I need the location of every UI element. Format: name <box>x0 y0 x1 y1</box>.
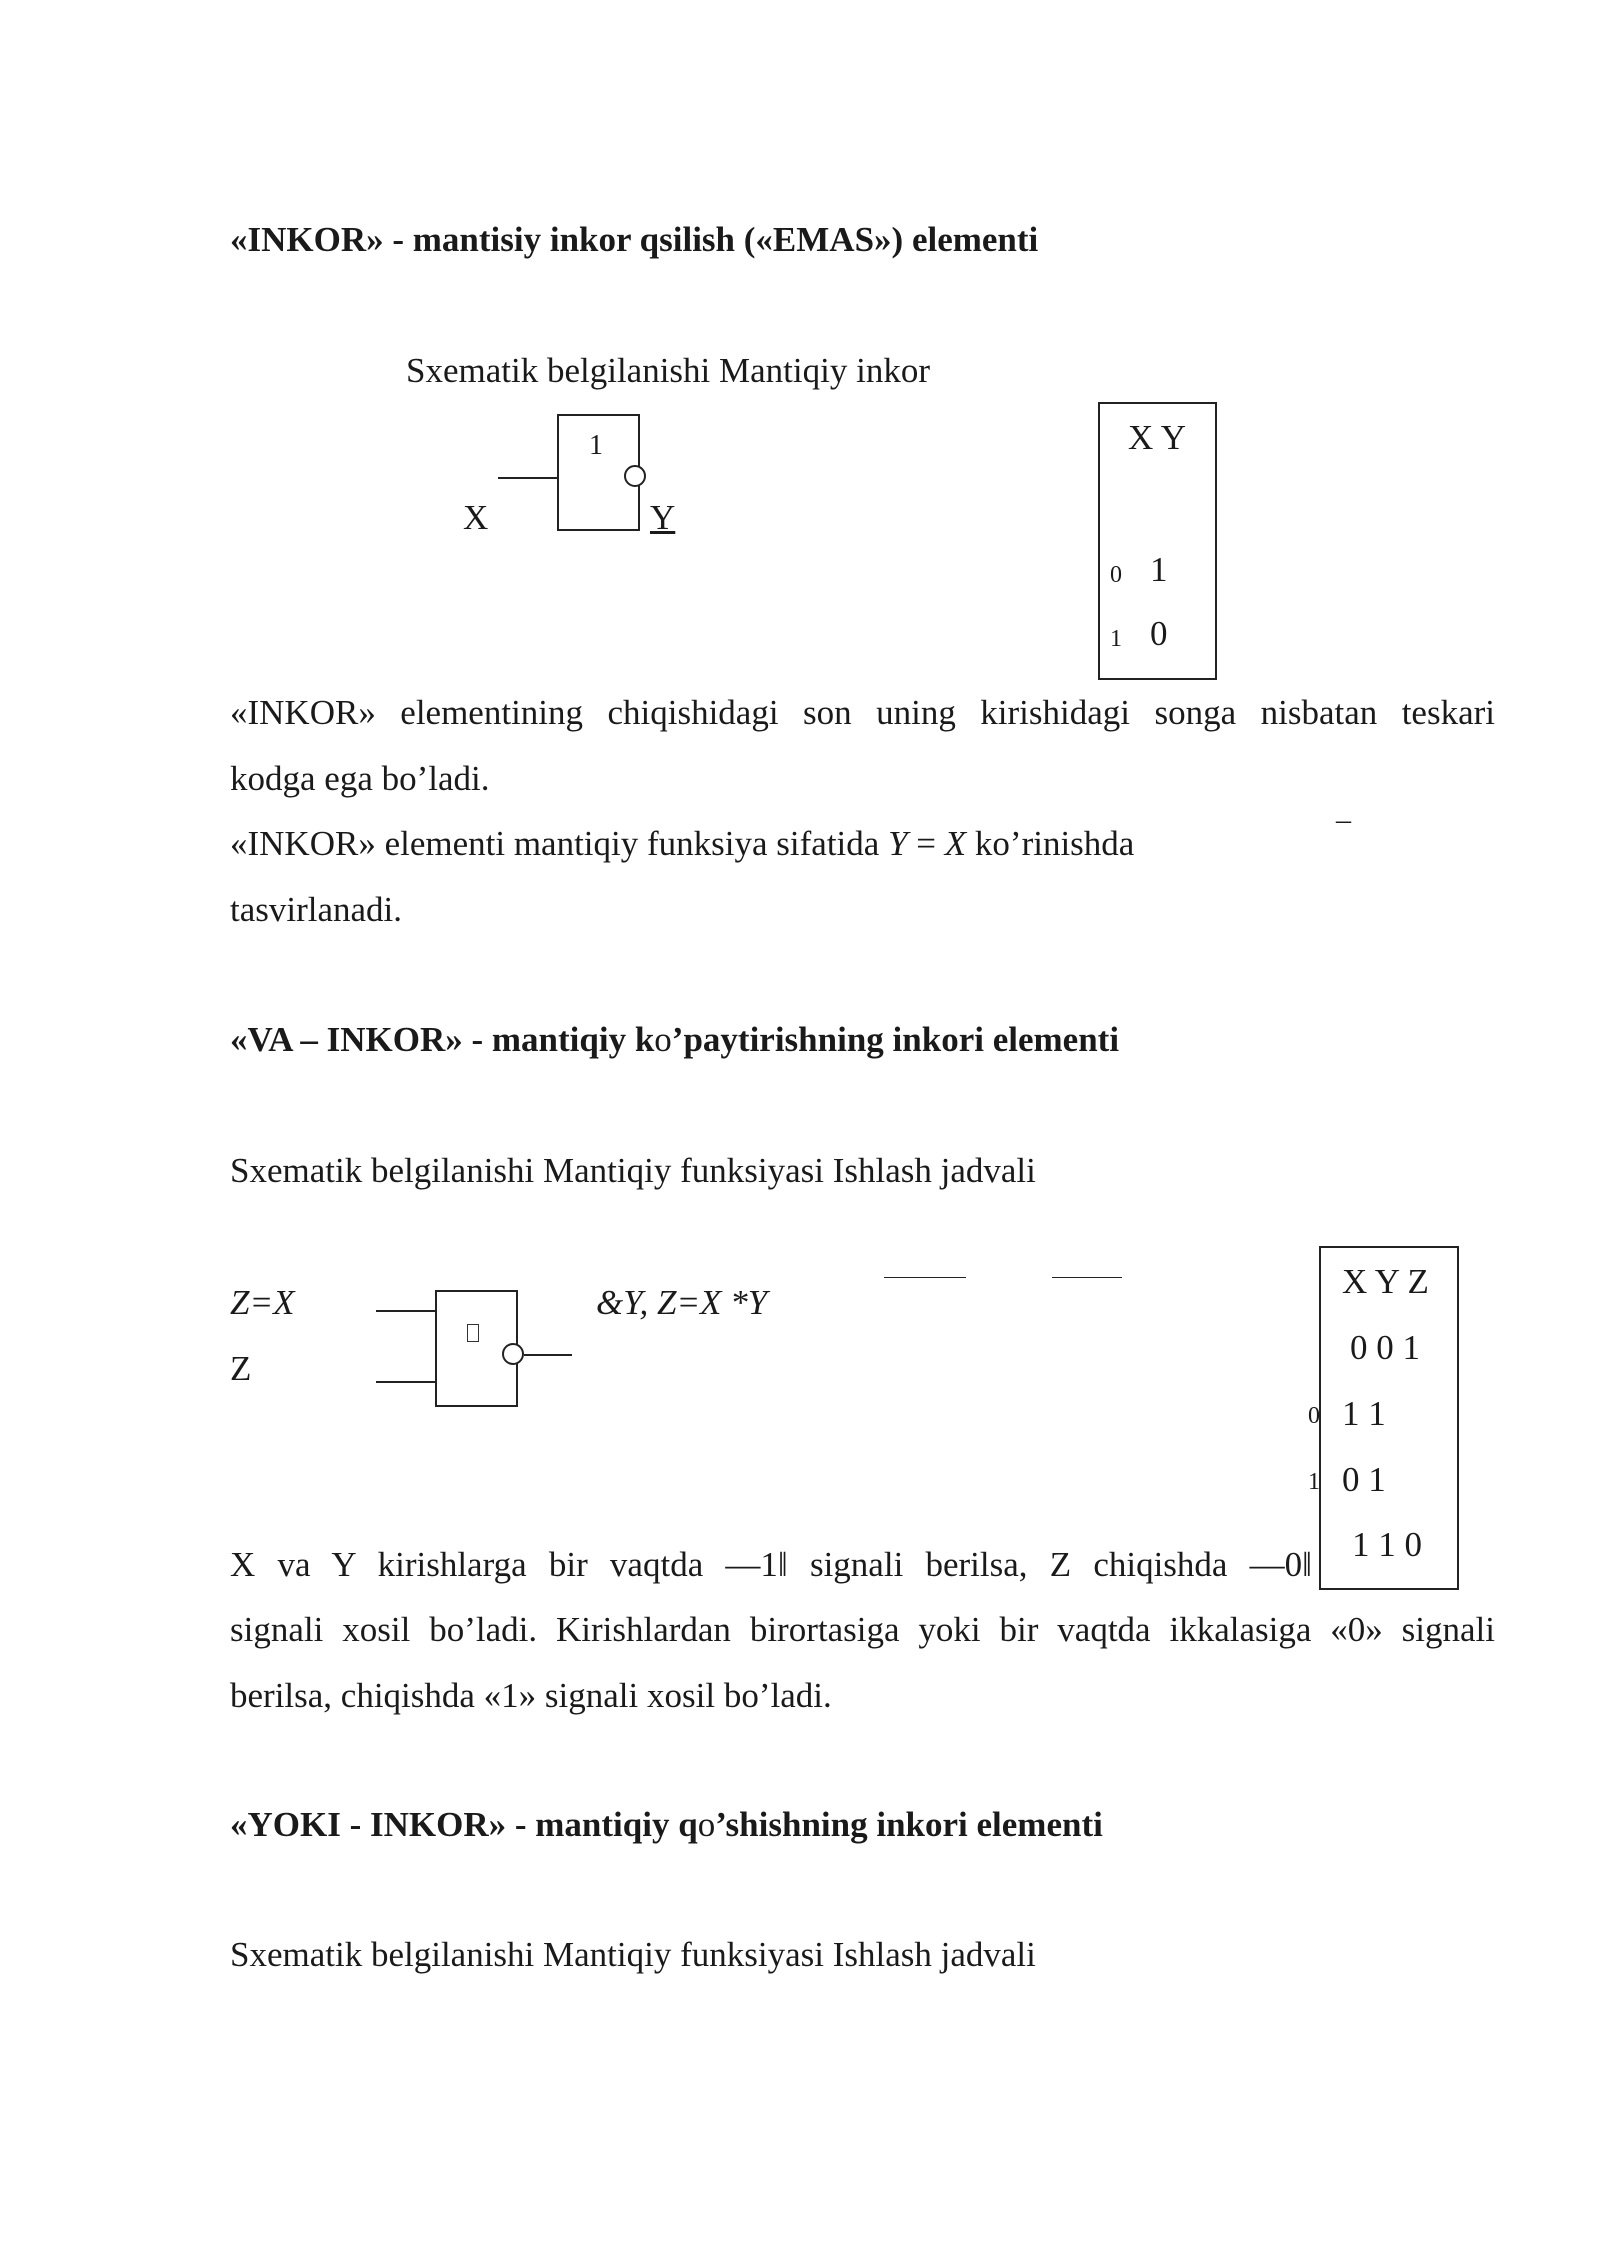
paragraph-va-inkor-line1: X va Y kirishlarga bir vaqtda ―1‖ signali berilsa, Z chiqishda ―0‖ <box>230 1545 1312 1584</box>
output-label-y: Y <box>650 498 676 537</box>
input-wire-2 <box>376 1381 436 1383</box>
caption-va-inkor: Sxematik belgilanishi Mantiqiy funksiyasi Ishlash jadvali <box>230 1151 1036 1190</box>
heading-va-inkor <box>230 1022 1119 1057</box>
truth-table-nand-row2: 1 1 <box>1342 1394 1386 1433</box>
input-label-x: X <box>463 498 489 537</box>
truth-table-not-row2-in: 1 <box>1110 626 1122 652</box>
paragraph-inkor-1-line2: kodga ega bo’ladi. <box>230 759 490 798</box>
output-wire <box>524 1354 572 1356</box>
input-wire <box>498 477 558 479</box>
formula-left: Z=X <box>230 1283 295 1322</box>
truth-table-not-row2-out: 0 <box>1150 614 1168 653</box>
gate-symbol: 1 <box>589 430 603 461</box>
truth-table-nand-row1: 0 0 1 <box>1350 1328 1420 1367</box>
truth-table-not-row1-in: 0 <box>1110 562 1122 588</box>
formula-x: X <box>944 824 967 863</box>
heading-va-inkor-part2: ’paytirishning inkori elementi <box>671 1020 1120 1059</box>
input-label-z: Z <box>230 1349 252 1388</box>
overbar-2 <box>1052 1277 1122 1278</box>
truth-table-nand-row4: 1 1 0 <box>1352 1525 1422 1564</box>
truth-table-nand-row3: 0 1 <box>1342 1460 1386 1499</box>
heading-yoki-inkor-o: o <box>697 1805 716 1844</box>
heading-yoki-inkor-part2: ’shishning inkori elementi <box>715 1805 1103 1844</box>
input-wire-1 <box>376 1310 436 1312</box>
truth-table-nand-row2-side: 0 <box>1308 1403 1320 1429</box>
paragraph-va-inkor-line2: signali xosil bo’ladi. Kirishlardan birortasiga yoki bir vaqtda ikkalasiga «0» signali <box>230 1610 1495 1649</box>
paragraph-va-inkor-line3: berilsa, chiqishda «1» signali xosil bo’ladi. <box>230 1676 832 1715</box>
inversion-bubble <box>502 1343 524 1365</box>
missing-glyph-icon <box>467 1324 479 1342</box>
overbar-1 <box>884 1277 966 1278</box>
paragraph-inkor-2-line2: tasvirlanadi. <box>230 890 403 929</box>
truth-table-nand-row3-side: 1 <box>1308 1469 1320 1495</box>
inversion-bubble <box>624 465 646 487</box>
heading-yoki-inkor-part1: «YOKI - INKOR» - mantiqiy q <box>230 1805 698 1844</box>
truth-table-not-row1-out: 1 <box>1150 550 1168 589</box>
formula-y: Y <box>888 824 908 863</box>
heading-va-inkor-part1: «VA – INKOR» - mantiqiy k <box>230 1020 655 1059</box>
paragraph-inkor-1-line1: «INKOR» elementining chiqishidagi son uning kirishidagi songa nisbatan teskari <box>230 693 1495 732</box>
truth-table-not-header: X Y <box>1128 418 1187 457</box>
formula-right: &Y, Z=X *Y <box>596 1283 768 1322</box>
formula-suffix: ko’rinishda <box>966 824 1135 863</box>
formula-prefix: «INKOR» elementi mantiqiy funksiya sifatida <box>230 824 889 863</box>
caption-inkor: Sxematik belgilanishi Mantiqiy inkor <box>406 351 930 390</box>
caption-yoki-inkor: Sxematik belgilanishi Mantiqiy funksiyasi Ishlash jadvali <box>230 1935 1036 1974</box>
heading-va-inkor-o: o <box>654 1020 672 1059</box>
heading-inkor: «INKOR» - mantisiy inkor qsilish («EMAS») elementi <box>230 220 1039 259</box>
formula-eq: = <box>907 824 945 863</box>
overbar-mark: _ <box>1336 793 1351 826</box>
heading-yoki-inkor <box>230 1807 1103 1842</box>
truth-table-nand-header: X Y Z <box>1342 1262 1429 1301</box>
paragraph-inkor-2-line1 <box>230 826 1134 861</box>
